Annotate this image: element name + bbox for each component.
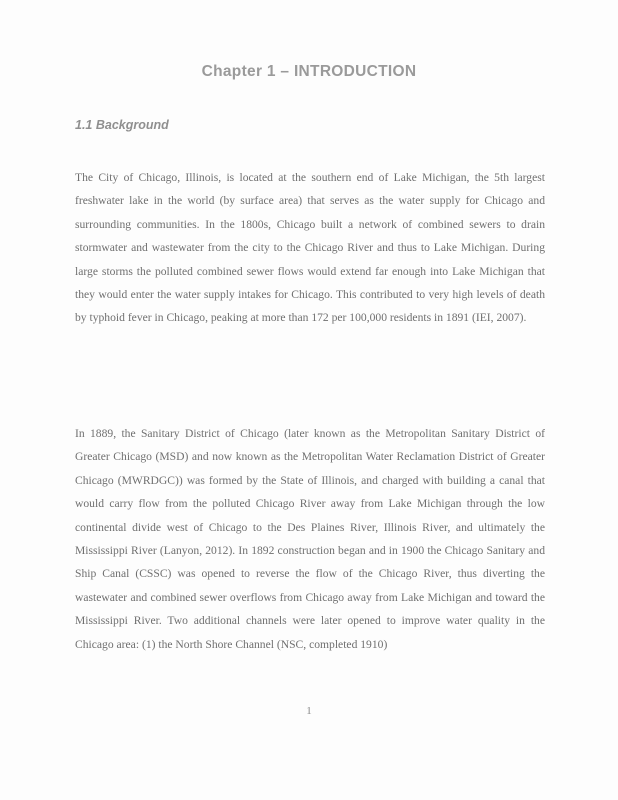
body-paragraph: In 1889, the Sanitary District of Chicago (later known as the Metropolitan Sanitary District of Greater Chicago (MSD) and now known as the Metropolitan Water Reclamation District of Greater Chicago (MWRDGC)) was formed by the State of Illinois, and charged with building a canal that would carry flow from the polluted Chicago River away from Lake Michigan through the low continental divide west of Chicago to the Des Plaines River, Illinois River, and ultimately the Mississippi River (Lanyon, 2012). In 1892 construction began and in 1900 the Chicago Sanitary and Ship Canal (CSSC) was opened to reverse the flow of the Chicago River, thus diverting the wastewater and combined sewer overflows from Chicago away from Lake Michigan and toward the Mississippi River. Two additional channels were later opened to improve water quality in the Chicago area: (1) the North Shore Channel (NSC, completed 1910) [75,427,545,651]
body-paragraph: The City of Chicago, Illinois, is located at the southern end of Lake Michigan, the 5th largest freshwater lake in the world (by surface area) that serves as the water supply for Chicago and surrounding communities. In the 1800s, Chicago built a network of combined sewers to drain stormwater and wastewater from the city to the Chicago River and thus to Lake Michigan. During large storms the polluted combined sewer flows would extend far enough into Lake Michigan that they would enter the water supply intakes for Chicago. This contributed to very high levels of death by typhoid fever in Chicago, peaking at more than 172 per 100,000 residents in 1891 (IEI, 2007). [75,171,545,325]
bleed-through-line [70,138,550,150]
section-heading: 1.1 Background [75,118,169,132]
page-number: 1 [306,705,312,717]
bleed-through-line [70,96,550,108]
chapter-title: Chapter 1 – INTRODUCTION [201,63,417,80]
